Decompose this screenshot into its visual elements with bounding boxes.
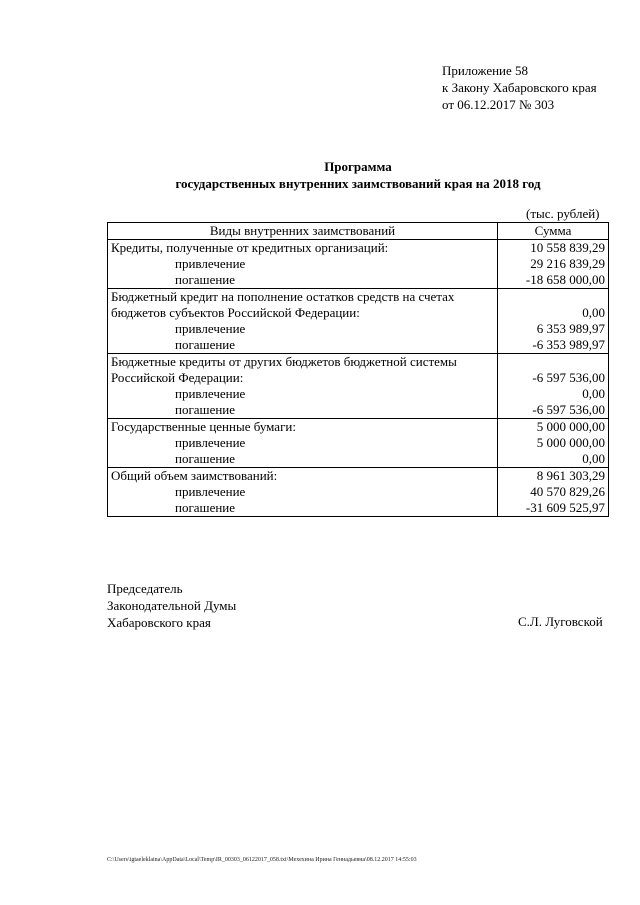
group-label: Бюджетные кредиты от других бюджетов бюджетной системы [108,354,498,371]
row-label: привлечение [108,386,498,402]
group-label-cont: Российской Федерации: [108,370,498,386]
table-row [108,240,609,257]
group-label: Общий объем заимствований: [108,468,498,485]
row-label: привлечение [108,321,498,337]
table-row [108,370,609,386]
row-amount: -18 658 000,00 [498,272,609,289]
borrowing-table [107,222,609,517]
annex-date: от 06.12.2017 № 303 [442,97,555,112]
group-amount: 0,00 [498,305,609,321]
row-label: погашение [108,337,498,354]
row-label: погашение [108,402,498,419]
row-label: погашение [108,500,498,517]
signatory-name: С.Л. Луговской [518,614,603,629]
group-amount: -6 597 536,00 [498,370,609,386]
units-label: (тыс. рублей) [526,206,600,221]
row-label: привлечение [108,435,498,451]
group-label: Бюджетный кредит на пополнение остатков средств на счетах [108,289,498,306]
file-path-footer: C:\Users\igtaeleklaina\AppData\Local\Temp\IR_00303_06122017_058.txt\Мехехина Ирина Геннадьевна\08.12.2017 14:55:03 [107,857,417,863]
row-amount: 5 000 000,00 [498,435,609,451]
group-amount: 8 961 303,29 [498,468,609,485]
annex-block [442,62,597,113]
group-label-cont: бюджетов субъектов Российской Федерации: [108,305,498,321]
table-row [108,402,609,419]
table-row [108,289,609,306]
row-amount: 40 570 829,26 [498,484,609,500]
table-row [108,354,609,371]
signature-position-1: Председатель [107,581,183,596]
row-label: погашение [108,272,498,289]
row-amount: -6 353 989,97 [498,337,609,354]
signature-position-3: Хабаровского края [107,615,211,630]
table-row [108,386,609,402]
annex-number: Приложение 58 [442,63,529,78]
title-line-2: государственных внутренних заимствований края на 2018 год [175,176,541,191]
table-row [108,484,609,500]
row-amount: 29 216 839,29 [498,256,609,272]
table-row [108,500,609,517]
group-label: Государственные ценные бумаги: [108,419,498,436]
document-title [0,158,640,192]
signature-position-2: Законодательной Думы [107,598,237,613]
row-label: привлечение [108,256,498,272]
annex-law: к Закону Хабаровского края [442,80,597,95]
row-amount: -6 597 536,00 [498,402,609,419]
table-row [108,256,609,272]
row-amount: -31 609 525,97 [498,500,609,517]
table-row [108,337,609,354]
table-row [108,435,609,451]
title-line-1: Программа [324,159,392,174]
table-row [108,468,609,485]
column-header-type: Виды внутренних заимствований [108,223,498,240]
row-amount: 0,00 [498,451,609,468]
signature-block [107,580,236,631]
table-row [108,321,609,337]
column-header-amount: Сумма [498,223,609,240]
table-row [108,419,609,436]
table-row [108,272,609,289]
row-label: привлечение [108,484,498,500]
table-row [108,451,609,468]
table-row [108,305,609,321]
row-amount: 0,00 [498,386,609,402]
row-amount: 6 353 989,97 [498,321,609,337]
group-amount: 5 000 000,00 [498,419,609,436]
row-label: погашение [108,451,498,468]
group-amount: 10 558 839,29 [498,240,609,257]
group-label: Кредиты, полученные от кредитных организаций: [108,240,498,257]
